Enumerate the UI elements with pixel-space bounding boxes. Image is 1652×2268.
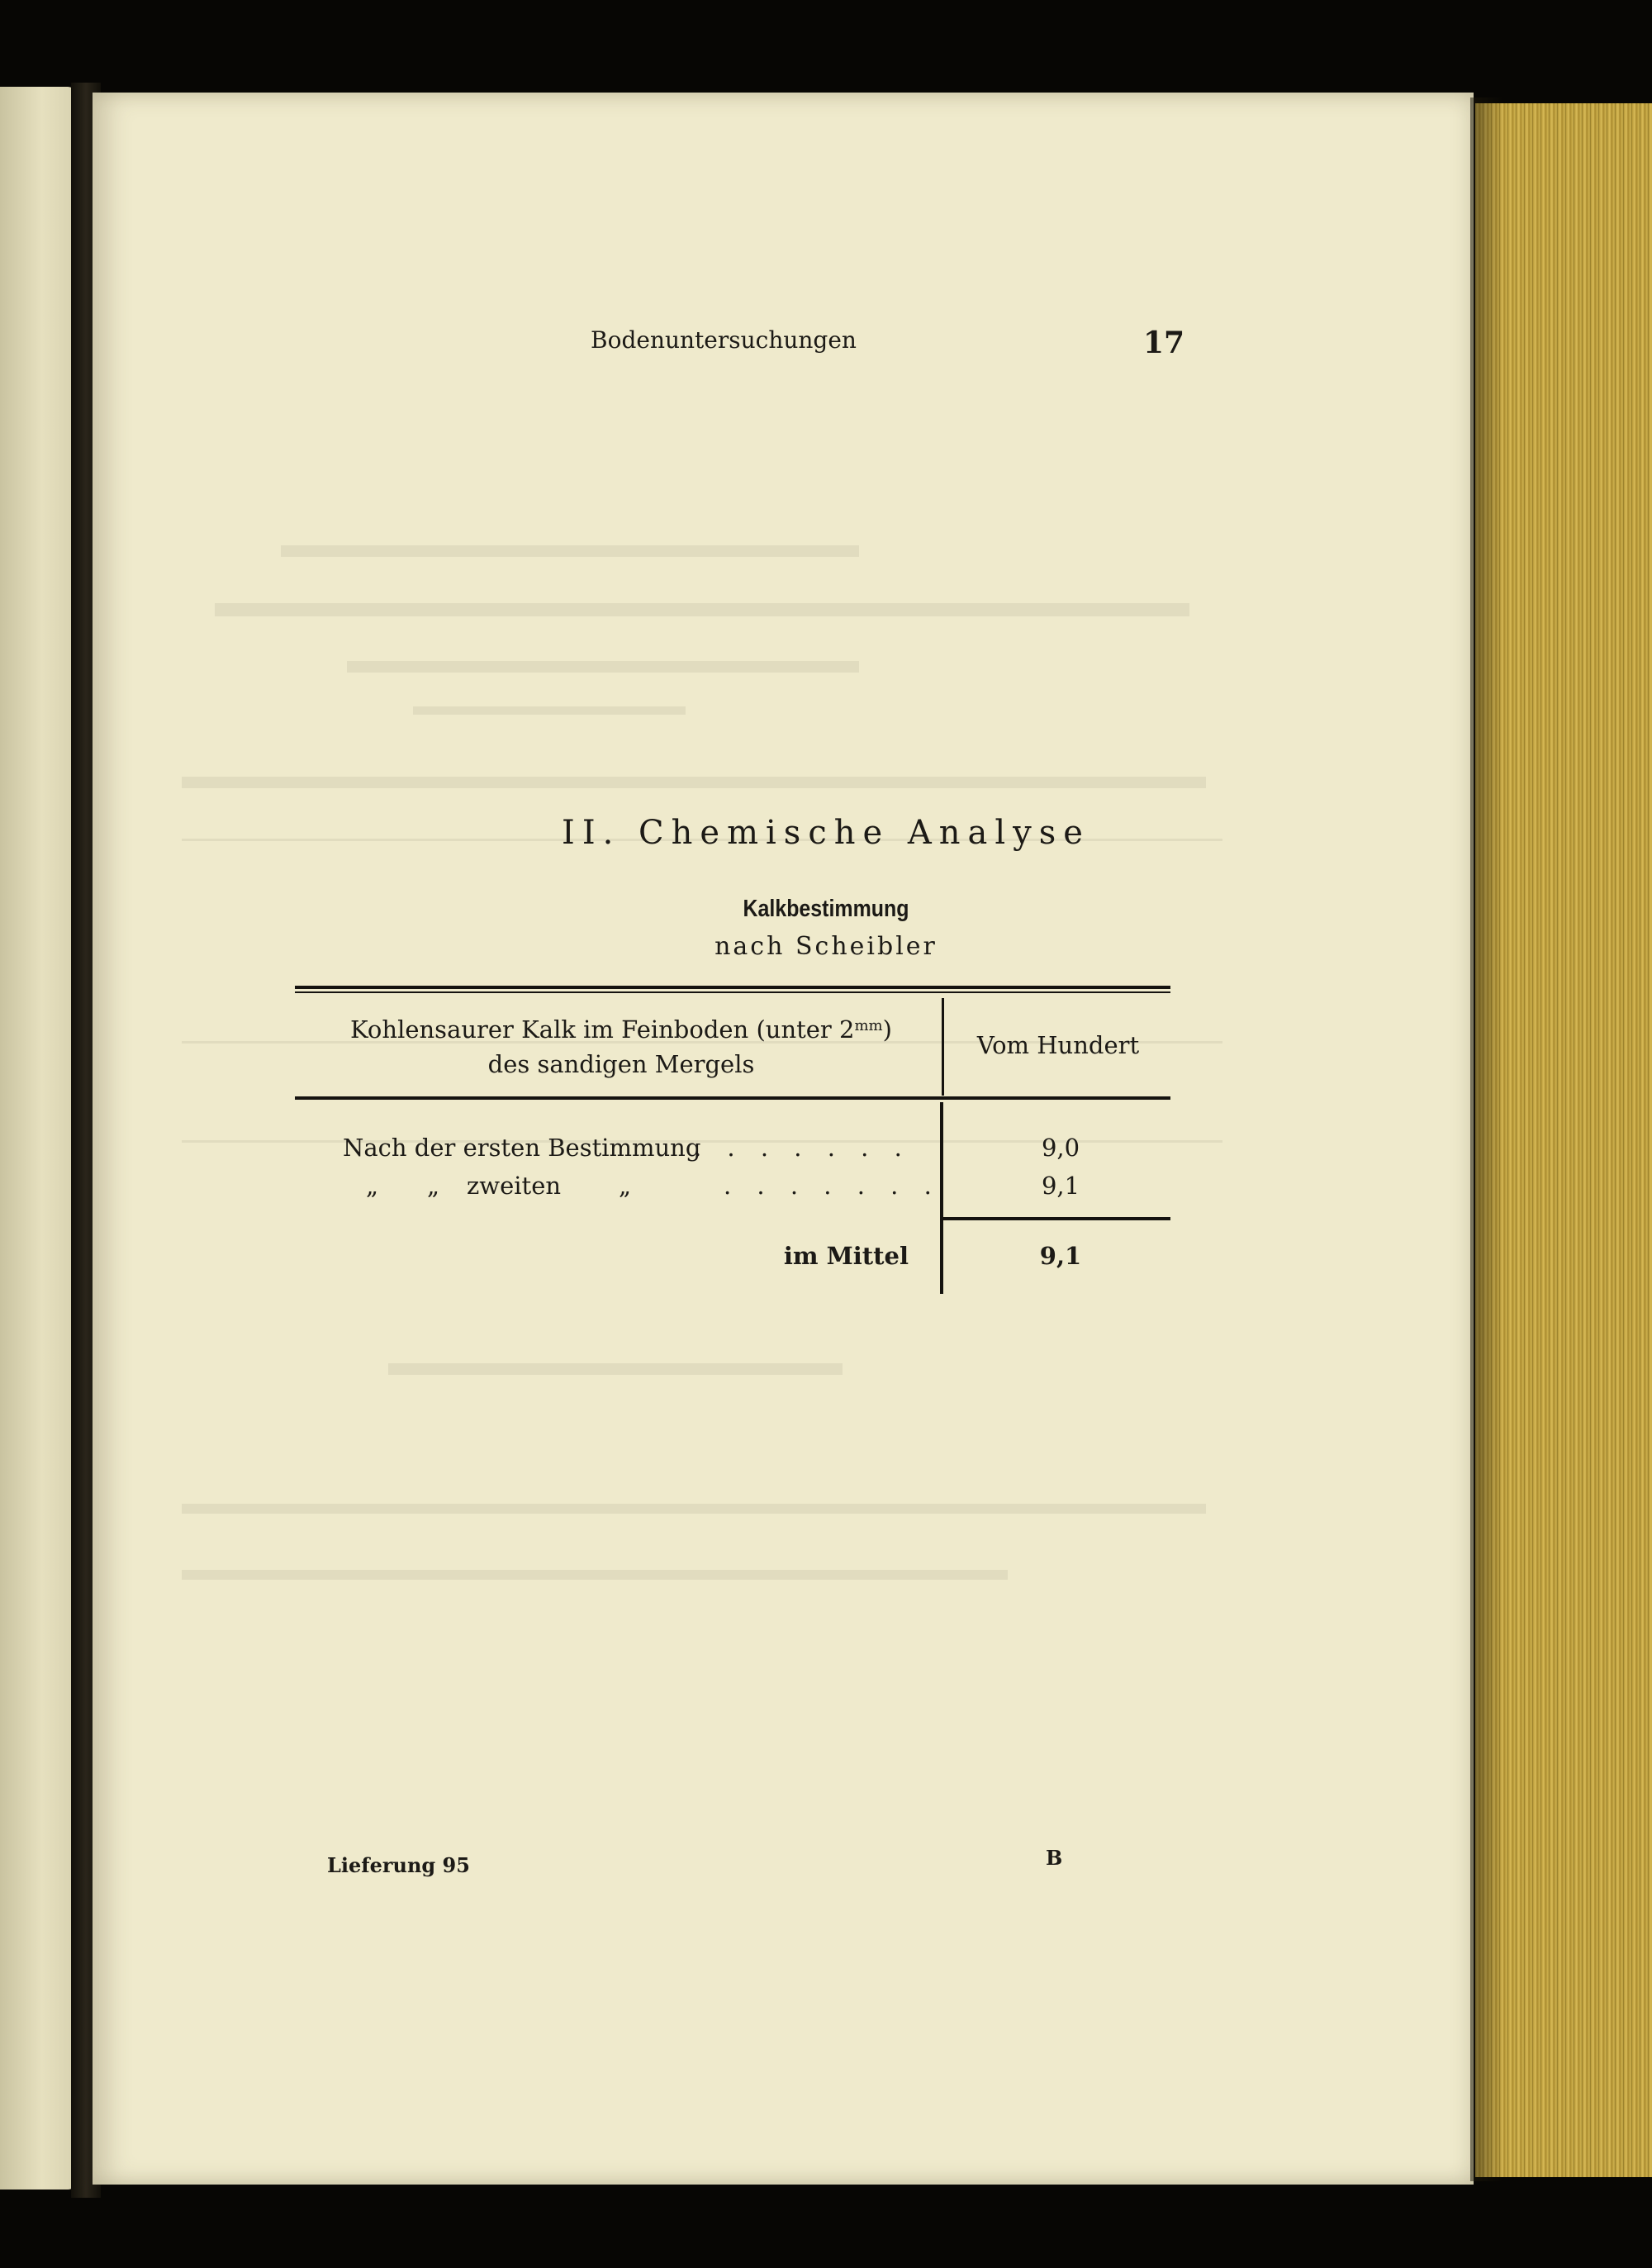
mean-value: 9,1 — [1039, 1242, 1082, 1270]
section-heading: II. Chemische Analyse — [562, 814, 1090, 852]
column-header-description — [307, 1012, 935, 1082]
footer-delivery: Lieferung 95 — [327, 1853, 470, 1877]
sub-heading: Kalkbestimmung — [743, 896, 909, 922]
column-header-line1: Kohlensaurer Kalk im Feinboden (unter 2 — [350, 1015, 855, 1044]
table-row-label: Nach der ersten Bestimmung — [343, 1134, 701, 1162]
table-row-value: 9,1 — [1041, 1172, 1080, 1200]
facing-page-edge — [0, 87, 76, 2190]
column-header-percent: Vom Hundert — [976, 1031, 1140, 1059]
page-edge-shadow — [1470, 97, 1503, 2181]
page-number: 17 — [1143, 326, 1185, 360]
leader-dots: . . . . . . . — [694, 1134, 911, 1162]
ditto-mark: „ — [366, 1172, 379, 1200]
mean-label: im Mittel — [783, 1242, 909, 1270]
row-word: zweiten — [467, 1172, 562, 1200]
ditto-mark: „ — [619, 1172, 632, 1200]
running-head: Bodenuntersuchungen — [591, 326, 857, 354]
ditto-mark: „ — [427, 1172, 440, 1200]
unit-superscript: mm — [854, 1017, 883, 1034]
column-header-line1-end: ) — [882, 1015, 892, 1044]
table-header-rule — [295, 1096, 1170, 1100]
table-top-rule-thin — [295, 991, 1170, 993]
table-top-rule — [295, 986, 1170, 989]
sum-rule — [942, 1217, 1170, 1220]
column-header-line2: des sandigen Mergels — [487, 1050, 755, 1078]
header-column-divider — [942, 998, 944, 1096]
method-line: nach Scheibler — [714, 932, 938, 961]
table-row-value: 9,0 — [1041, 1134, 1080, 1162]
leader-dots: . . . . . . . — [724, 1172, 941, 1200]
footer-signature-mark: B — [1046, 1846, 1063, 1870]
